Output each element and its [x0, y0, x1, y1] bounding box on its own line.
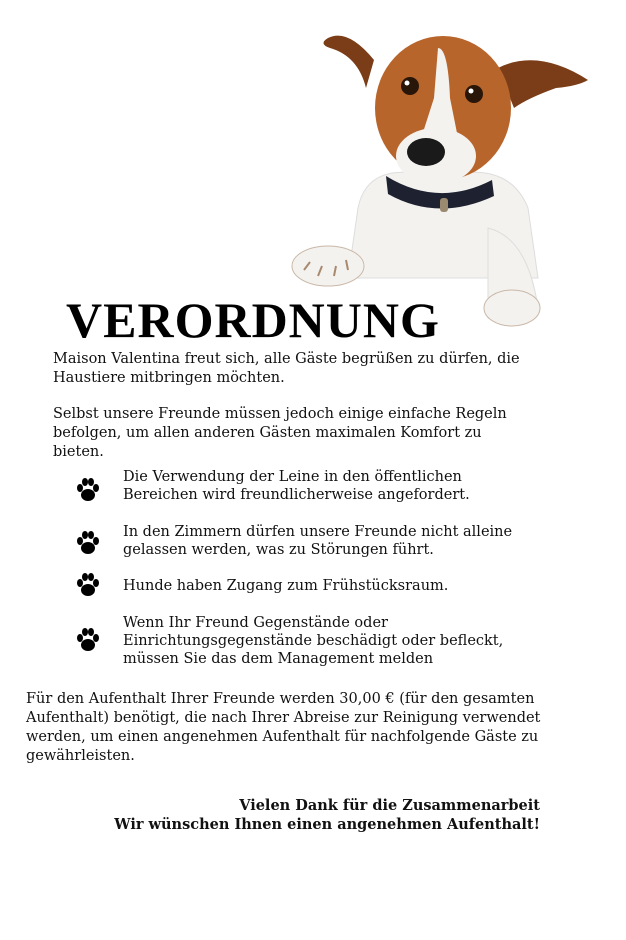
wishes-line: Wir wünschen Ihnen einen angenehmen Aufenthalt! — [114, 816, 540, 833]
thanks-line: Vielen Dank für die Zusammenarbeit — [239, 797, 540, 814]
paw-icon — [74, 571, 102, 599]
paw-icon — [74, 529, 102, 557]
rule-text: Die Verwendung der Leine in den öffentlichen Bereichen wird freundlicherweise angefordert. — [123, 469, 470, 503]
closing-block — [114, 796, 540, 834]
rule-text: Hunde haben Zugang zum Frühstücksraum. — [123, 578, 449, 594]
rule-text: In den Zimmern dürfen unsere Freunde nicht alleine gelassen werden, was zu Störungen führt. — [123, 524, 513, 558]
intro-paragraph-2: Selbst unsere Freunde müssen jedoch einige einfache Regeln befolgen, um allen anderen Gästen maximalen Komfort zu bieten. — [53, 406, 507, 460]
rule-text: Wenn Ihr Freund Gegenstände oder Einrichtungsgegenstände beschädigt oder befleckt, müssen Sie das dem Management melden — [123, 615, 504, 667]
fee-paragraph: Für den Aufenthalt Ihrer Freunde werden 30,00 € (für den gesamten Aufenthalt) benötigt, die nach Ihrer Abreise zur Reinigung verwendet werden, um einen angenehmen Aufenthalt für nachfolgende Gäste zu gewährleisten. — [26, 691, 541, 764]
paw-icon — [74, 626, 102, 654]
paw-icon — [74, 476, 102, 504]
page-title: VERORDNUNG — [66, 292, 440, 348]
intro-paragraph-1: Maison Valentina freut sich, alle Gäste begrüßen zu dürfen, die Haustiere mitbringen möchten. — [53, 351, 520, 386]
